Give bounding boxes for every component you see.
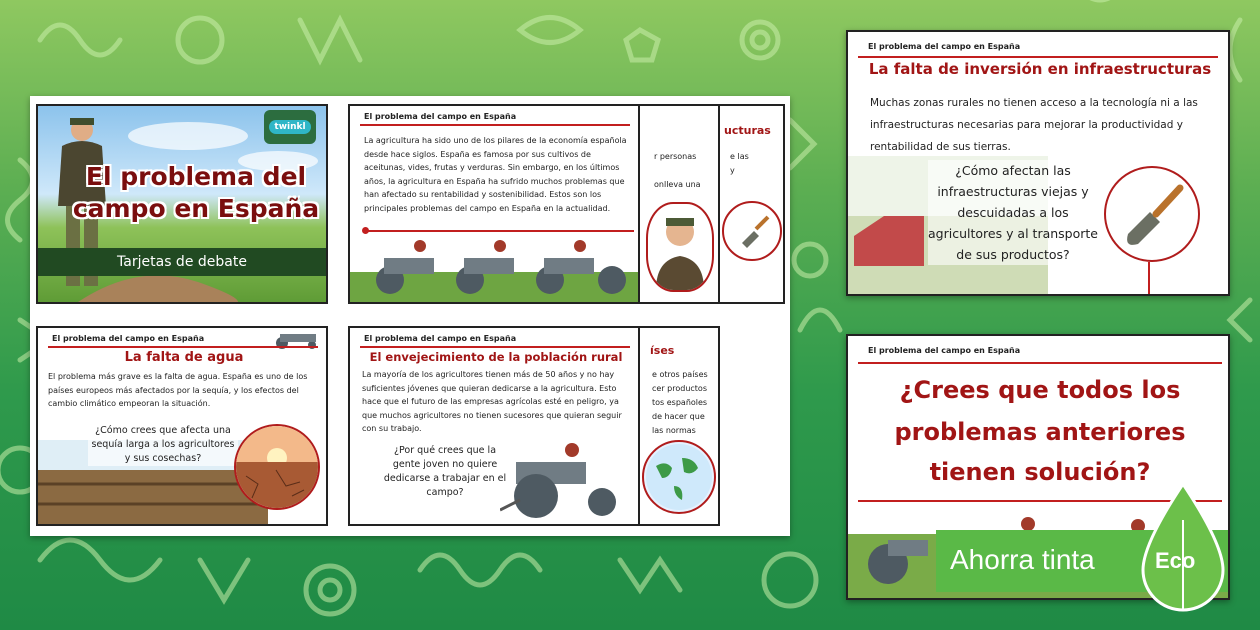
trowel-circle xyxy=(1104,166,1200,262)
card-header-label: El problema del campo en España xyxy=(364,334,517,343)
cover-card xyxy=(36,104,328,304)
peek-line: de hacer que xyxy=(652,412,705,421)
cover-title-line2: campo en España xyxy=(72,194,320,223)
globe-circle xyxy=(642,440,716,514)
eco-tag: Eco xyxy=(1155,548,1196,573)
peek-title: íses xyxy=(650,344,675,357)
aging-question: ¿Por qué crees que la gente joven no quiere dedicarse a trabajar en el campo? xyxy=(383,445,507,498)
peek-line: y xyxy=(730,166,735,175)
cover-subtitle: Tarjetas de debate xyxy=(117,254,247,270)
cover-title-line1: El problema del xyxy=(85,162,307,191)
peek-line: e otros países xyxy=(652,370,708,379)
trowel-circle xyxy=(722,201,782,261)
card-header-label: El problema del campo en España xyxy=(364,112,517,121)
final-line1: ¿Crees que todos los xyxy=(899,376,1181,404)
intro-card xyxy=(348,104,640,304)
final-line2: problemas anteriores xyxy=(894,418,1186,446)
peek-line: r personas xyxy=(654,152,697,161)
infra-title: La falta de inversión en infraestructuras xyxy=(868,60,1212,78)
peek-line: tos españoles xyxy=(652,398,708,407)
drought-circle xyxy=(234,424,320,510)
card-header-label: El problema del campo en España xyxy=(868,42,1021,51)
red-rule xyxy=(48,346,318,348)
infra-question: ¿Cómo afectan las infraestructuras viejas y descuidadas a los agricultores y al transporte de sus productos? xyxy=(928,160,1098,265)
eco-badge-label: Ahorra tinta xyxy=(950,544,1095,575)
tractors-illustration xyxy=(350,232,638,302)
cover-subtitle-bar xyxy=(38,248,326,276)
aging-title: El envejecimiento de la población rural xyxy=(369,350,623,364)
water-card xyxy=(36,326,328,526)
red-rule xyxy=(360,346,630,348)
globe-icon xyxy=(644,442,714,512)
aging-body: La mayoría de los agricultores tienen más de 50 años y no hay suficientes jóvenes que quieran dedicarse a la agricultura. Esto hace que el futuro de las empresas agrícolas esté en peligro, ya que muchos agricultores no tienen sucesores que quieran seguir con su trabajo. xyxy=(362,370,622,433)
red-rule xyxy=(858,362,1222,364)
intro-body: La agricultura ha sido uno de los pilares de la economía española desde hace siglos. España es famosa por sus cultivos de aceitunas, vides, frutas y verduras. Sin embargo, en los últimos años, la agricultura en España ha sufrido muchos problemas que han afectado su rentabilidad y sostenibilidad. Estos son los principales problemas del campo en España en la actualidad. xyxy=(364,136,627,213)
water-title: La falta de agua xyxy=(124,350,244,365)
farmer-icon xyxy=(648,204,712,290)
trowel-icon xyxy=(1106,168,1198,260)
final-line3: tienen solución? xyxy=(929,458,1151,486)
leaf-drop-icon xyxy=(1138,480,1228,612)
trowel-icon xyxy=(724,203,780,259)
infra-body: Muchas zonas rurales no tienen acceso a la tecnología ni a las infraestructuras necesarias para mejorar la productividad y rentabilidad de sus tierras. xyxy=(870,97,1198,153)
red-rule xyxy=(858,56,1218,58)
water-body: El problema más grave es la falta de agua. España es uno de los países europeos más afectados por la sequía, y los efectos del cambio climático empeoran la situación. xyxy=(48,372,308,408)
red-rule xyxy=(1148,262,1150,294)
logo-text: twinkl xyxy=(269,120,310,134)
peek-title: ucturas xyxy=(724,124,771,137)
peek-line: onlleva una xyxy=(654,180,701,189)
card-header-label: El problema del campo en España xyxy=(868,346,1021,355)
farmer-circle xyxy=(646,202,714,292)
aging-card xyxy=(348,326,640,526)
peek-line: e las xyxy=(730,152,749,161)
red-rule xyxy=(360,124,630,126)
tractor-illustration xyxy=(500,440,640,524)
peek-line: cer productos xyxy=(652,384,707,393)
twinkl-logo xyxy=(264,110,316,144)
water-question: ¿Cómo crees que afecta una sequía larga a los agricultores y sus cosechas? xyxy=(88,424,238,466)
cracked-earth-icon xyxy=(236,426,318,508)
card-header-label: El problema del campo en España xyxy=(52,334,205,343)
peek-line: las normas xyxy=(652,426,696,435)
infrastructure-card xyxy=(846,30,1230,296)
